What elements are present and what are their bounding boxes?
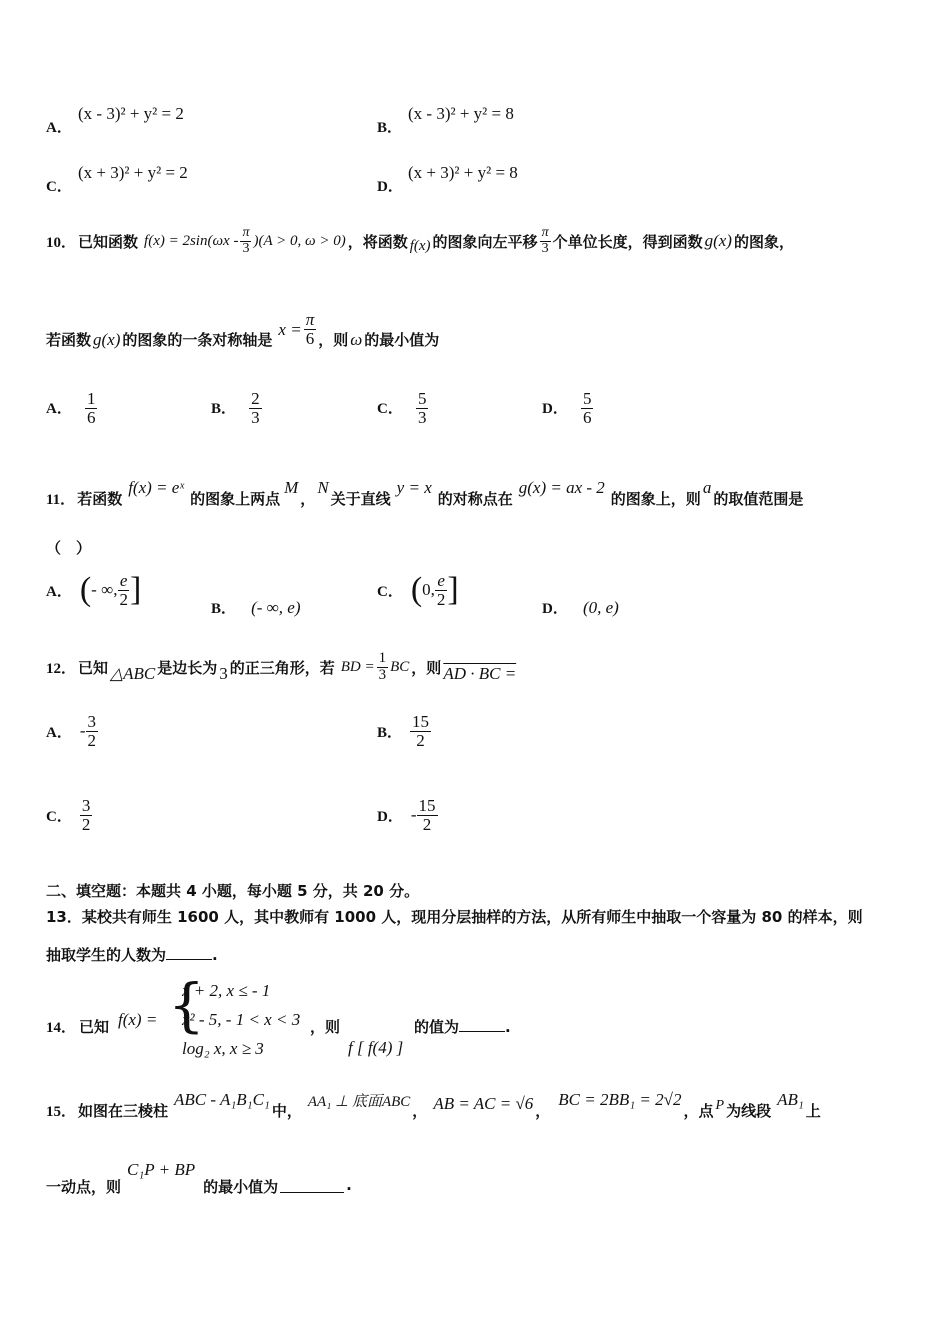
q12-text2: 是边长为 (157, 658, 218, 677)
q11-text3: 关于直线 (330, 490, 391, 508)
q9-option-c-label: C． (46, 179, 72, 195)
q11-gax: g(x) = ax - 2 (518, 478, 605, 497)
q14-number: 14． (46, 1020, 77, 1036)
q9-option-a-label: A． (46, 120, 72, 136)
q15-period: . (346, 1176, 352, 1194)
q11-line1 (46, 478, 803, 509)
q10-text6: 若函数 (46, 331, 92, 349)
q10-cond: )(A > 0, ω > 0) (253, 232, 346, 249)
q10-option-b-frac: $\frac{2}{3}$ (251, 389, 260, 427)
q14-case2: x² - 5, - 1 < x < 3 (182, 1010, 301, 1029)
q13-period: . (212, 946, 218, 964)
q12-option-c-frac: $\frac{3}{2}$ (81, 796, 91, 834)
q12-text3: 的正三角形，若 (229, 658, 335, 677)
q15-comma2: ， (535, 1102, 551, 1120)
q11-option-b (211, 597, 301, 618)
q10-text3: 的图象向左平移 (432, 232, 538, 251)
q15-line1 (46, 1090, 821, 1121)
q11-text1: 若函数 (77, 490, 123, 508)
q11-option-c-left: 0, (422, 580, 435, 600)
q10-text8: ，则 (318, 331, 349, 349)
q14-text1: 已知 (79, 1018, 110, 1036)
q10-text4: 个单位长度，得到函数 (552, 232, 703, 251)
q11-option-b-expr: (- ∞, e) (251, 598, 301, 617)
q11-M: M (284, 478, 299, 497)
q11-text6: 的取值范围是 (713, 490, 804, 508)
q11-option-c-label: C． (377, 583, 403, 600)
q13-answer-blank[interactable] (166, 945, 212, 960)
q15-eq2: BC = 2BB₁ = 2√2 (558, 1090, 682, 1109)
q12-option-b-label: B． (377, 724, 403, 741)
q12-option-c-label: C． (46, 808, 72, 825)
q10-gx: g(x) (704, 231, 732, 251)
q15-text1: 如图在三棱柱 (78, 1102, 169, 1120)
q12-bd: BD = (340, 658, 375, 675)
q11-text2: 的图象上两点 (190, 490, 281, 508)
q10-gx-2: g(x) (93, 329, 121, 349)
q10-func: f(x) = 2sin(ωx - (144, 232, 239, 249)
q11-option-a-lparen: ( (79, 571, 92, 609)
q9-option-c-expr: (x + 3)² + y² = 2 (78, 163, 188, 182)
q12-option-d-sign: - (410, 805, 417, 825)
q14-answer-blank[interactable] (459, 1017, 505, 1032)
q12-bc: BC (390, 658, 410, 675)
q10-option-a-frac: $\frac{1}{6}$ (86, 389, 96, 427)
q12-option-b (377, 713, 431, 750)
q10-text2: ，将函数 (347, 232, 408, 251)
q10-line2 (46, 309, 439, 350)
q9-option-d-label: D． (377, 179, 403, 195)
q12-option-a-frac: $\frac{3}{2}$ (87, 712, 97, 750)
q10-option-d-label: D． (542, 400, 568, 417)
q14-ff: f [ f(4) ] (348, 1038, 404, 1057)
q14-case3: log₂ x, x ≥ 3 (182, 1039, 264, 1058)
q15-text6: 一动点，则 (46, 1178, 122, 1196)
q10-axis-frac: $\frac{\pi}{6}$ (305, 310, 315, 348)
q12-option-d (377, 797, 438, 834)
q11-fex: f(x) = eˣ (128, 478, 185, 497)
q10-text1: 已知函数 (78, 232, 139, 251)
section-heading-fill-in: 二、填空题：本题共 4 小题，每小题 5 分，共 20 分。 (46, 882, 420, 900)
q13-line2-text: 抽取学生的人数为 (46, 946, 167, 964)
q12-option-d-label: D． (377, 808, 403, 825)
q10-number: 10． (46, 234, 77, 251)
q15-expr: C₁P + BP (127, 1160, 196, 1179)
q11-option-b-label: B． (211, 601, 237, 617)
q14-case1: x + 2, x ≤ - 1 (182, 981, 271, 1000)
q15-eq1: AB = AC = √6 (433, 1094, 534, 1113)
q11-comma: ， (300, 490, 316, 508)
q15-line2 (46, 1160, 352, 1197)
q12-triangle: △ABC (110, 664, 156, 683)
q10-option-b-label: B． (211, 400, 237, 417)
q12-dot-product: AD · BC = (443, 664, 517, 683)
q15-point-p: P (715, 1098, 725, 1113)
q11-option-c-lparen: ( (410, 571, 423, 609)
q15-ab1: AB₁ (777, 1090, 804, 1109)
q10-option-a-label: A． (46, 400, 72, 417)
q10-option-d-frac: $\frac{5}{6}$ (582, 389, 592, 427)
q9-option-b-label: B． (377, 120, 403, 136)
q13-line1: 13．某校共有师生 1600 人，其中教师有 1000 人，现用分层抽样的方法，从所有师生中抽取一个容量为 80 的样本，则 (46, 908, 863, 926)
q9-option-b-expr: (x - 3)² + y² = 8 (408, 104, 514, 123)
q14-tail (414, 1016, 511, 1037)
q12-number: 12． (46, 660, 77, 677)
q9-option-a-expr: (x - 3)² + y² = 2 (78, 104, 184, 123)
q10-pi-over-3: $\frac{\pi}{3}$ (242, 225, 250, 256)
q11-option-a-label: A． (46, 583, 72, 600)
q12-one-third: $\frac{1}{3}$ (378, 649, 387, 683)
q12-option-a-label: A． (46, 724, 72, 741)
q10-option-b (211, 390, 262, 427)
q11-answer-paren: （ ） (46, 539, 92, 557)
q14-text3: 的值为 (414, 1018, 460, 1036)
q15-text3: ，点 (683, 1102, 714, 1120)
q11-option-a-frac: $\frac{e}{2}$ (119, 571, 128, 609)
q14-text2: ，则 (310, 1018, 341, 1036)
q15-text4: 为线段 (726, 1102, 772, 1120)
q9-option-d-expr: (x + 3)² + y² = 8 (408, 163, 518, 182)
q11-option-c (377, 572, 459, 609)
q15-text5: 上 (805, 1102, 821, 1120)
q10-xeq: x = (278, 319, 302, 339)
q15-text7: 的最小值为 (203, 1178, 279, 1196)
q10-option-a (46, 390, 97, 427)
q11-a: a (702, 478, 712, 497)
q11-option-a (46, 572, 141, 609)
q11-option-c-frac: $\frac{e}{2}$ (436, 571, 446, 609)
q12-option-a-sign: - (79, 721, 86, 741)
q10-fx: f(x) (409, 237, 431, 254)
q11-yx: y = x (396, 478, 432, 497)
q14-brace: { (168, 971, 205, 1039)
q12-text4: ，则 (411, 658, 442, 677)
q15-answer-blank[interactable] (280, 1178, 344, 1193)
q12-option-d-frac: $\frac{15}{2}$ (418, 796, 436, 834)
q15-prism: ABC - A₁B₁C₁ (174, 1090, 270, 1109)
q11-text5: 的图象上，则 (610, 490, 701, 508)
q12-side: 3 (219, 664, 228, 683)
q10-option-c (377, 390, 428, 427)
q10-text7: 的图象的一条对称轴是 (122, 331, 273, 349)
q11-text4: 的对称点在 (437, 490, 513, 508)
q11-number: 11． (46, 492, 76, 508)
q12-option-b-frac: $\frac{15}{2}$ (412, 712, 430, 750)
q11-option-a-left: - ∞, (91, 580, 118, 600)
q11-option-c-rparen: ] (447, 571, 459, 609)
q10-text9: 的最小值为 (364, 331, 440, 349)
q15-comma1: ， (412, 1102, 428, 1120)
q15-number: 15． (46, 1104, 77, 1120)
q14-fx: f(x) = (118, 1010, 158, 1029)
q11-option-d (542, 597, 619, 618)
q11-option-d-expr: (0, e) (582, 598, 619, 617)
q12-line1 (46, 650, 516, 684)
q10-option-d (542, 390, 593, 427)
q10-omega: ω (350, 329, 363, 349)
q14-period: . (505, 1018, 511, 1036)
q10-shift-frac: $\frac{\pi}{3}$ (541, 225, 549, 256)
q15-text2: 中， (271, 1102, 302, 1120)
q10-text5: 的图象， (733, 232, 794, 251)
q10-option-c-label: C． (377, 400, 403, 417)
q11-option-d-label: D． (542, 601, 568, 617)
q10-option-c-frac: $\frac{5}{3}$ (417, 389, 427, 427)
q15-perp: AA₁ ⊥ 底面ABC (307, 1094, 411, 1110)
q10-line1 (46, 226, 794, 256)
q12-option-c (46, 797, 92, 834)
q12-option-a (46, 713, 98, 750)
q12-text1: 已知 (78, 658, 109, 677)
q11-option-a-rparen: ] (129, 571, 142, 609)
q11-N: N (317, 478, 329, 497)
q13-line2 (46, 944, 218, 965)
